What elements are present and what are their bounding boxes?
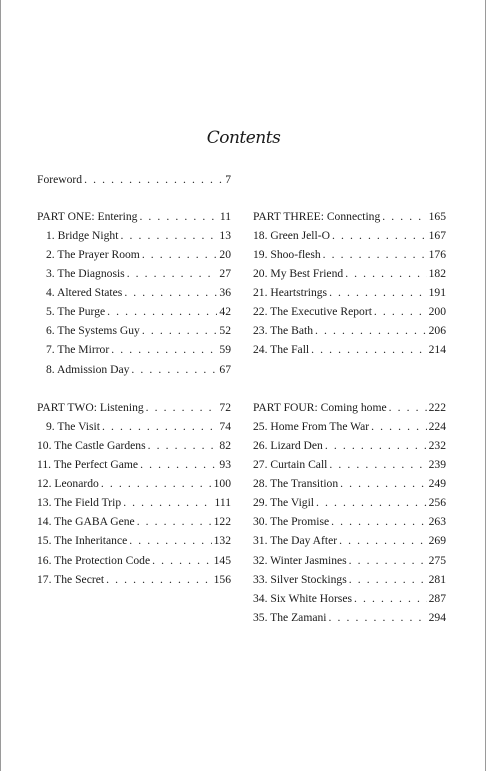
toc-entry[interactable] [253, 226, 446, 245]
part-two-section [37, 398, 231, 589]
toc-entry[interactable] [253, 283, 446, 302]
toc-entry-label: 3. The Diagnosis [46, 267, 125, 281]
dot-leader [382, 207, 426, 226]
toc-entry-label: 9. The Visit [46, 420, 100, 434]
toc-part-heading[interactable] [253, 398, 446, 417]
dot-leader [131, 360, 217, 379]
toc-entry[interactable] [37, 570, 231, 589]
toc-entry-label: 28. The Transition [253, 477, 339, 491]
toc-entry[interactable] [37, 493, 231, 512]
dot-leader [142, 245, 218, 264]
toc-entry[interactable] [37, 417, 231, 436]
toc-entry-label: 1. Bridge Night [46, 229, 119, 243]
toc-entry-label: 16. The Protection Code [37, 553, 151, 567]
toc-entry-page: 263 [428, 515, 446, 529]
toc-entry[interactable] [253, 474, 446, 493]
dot-leader [148, 436, 218, 455]
dot-leader [329, 455, 426, 474]
part-four-section [253, 398, 446, 627]
toc-entry[interactable] [253, 417, 446, 436]
toc-entry-page: 93 [219, 458, 231, 472]
toc-entry[interactable] [253, 245, 446, 264]
toc-entry-label: 26. Lizard Den [253, 439, 323, 453]
toc-entry-page: 239 [428, 458, 446, 472]
toc-entry-label: 23. The Bath [253, 324, 314, 338]
dot-leader [111, 340, 217, 359]
toc-entry[interactable] [37, 551, 231, 570]
toc-entry-page: 122 [213, 515, 231, 529]
toc-entry-label: 21. Heartstrings [253, 286, 328, 300]
toc-entry[interactable] [253, 340, 446, 359]
toc-part-label: PART THREE: Connecting [253, 210, 381, 223]
toc-entry-label: 18. Green Jell-O [253, 229, 330, 243]
dot-leader [349, 570, 427, 589]
toc-entry-page: 287 [428, 591, 446, 605]
toc-part-page: 165 [428, 210, 446, 223]
toc-entry-label: 11. The Perfect Game [37, 458, 139, 472]
toc-entry-page: 13 [219, 229, 231, 243]
dot-leader [139, 207, 217, 226]
toc-entry[interactable] [253, 512, 446, 531]
toc-entry[interactable] [253, 570, 446, 589]
toc-entry[interactable] [37, 512, 231, 531]
toc-entry-label: 14. The GABA Gene [37, 515, 135, 529]
toc-entry[interactable] [37, 436, 231, 455]
dot-leader [142, 321, 218, 340]
dot-leader [102, 417, 217, 436]
dot-leader [340, 474, 426, 493]
dot-leader [84, 170, 223, 189]
toc-entry[interactable] [253, 493, 446, 512]
dot-leader [349, 551, 427, 570]
toc-entry-page: 269 [428, 534, 446, 548]
dot-leader [107, 302, 217, 321]
toc-entry[interactable] [253, 551, 446, 570]
dot-leader [315, 321, 427, 340]
dot-leader [329, 283, 427, 302]
toc-entry-label: 4. Altered States [46, 286, 123, 300]
dot-leader [129, 531, 211, 550]
dot-leader [316, 493, 427, 512]
toc-entry-page: 7 [225, 173, 231, 186]
toc-entry-label: Foreword [37, 173, 83, 186]
toc-entry-page: 111 [214, 496, 231, 510]
toc-entry-label: 22. The Executive Report [253, 305, 372, 319]
toc-entry[interactable] [37, 283, 231, 302]
toc-entry-page: 82 [219, 439, 231, 453]
toc-part-label: PART TWO: Listening [37, 401, 144, 414]
toc-entry[interactable] [37, 360, 231, 379]
toc-entry-page: 132 [213, 534, 231, 548]
toc-part-page: 222 [428, 401, 446, 414]
toc-entry[interactable] [37, 264, 231, 283]
toc-entry-page: 156 [213, 572, 231, 586]
toc-entry-label: 15. The Inheritance [37, 534, 128, 548]
dot-leader [332, 226, 427, 245]
dot-leader [106, 570, 212, 589]
dot-leader [354, 589, 427, 608]
toc-entry[interactable] [37, 455, 231, 474]
toc-entry-label: 35. The Zamani [253, 610, 327, 624]
dot-leader [325, 436, 427, 455]
dot-leader [389, 398, 427, 417]
toc-entry[interactable] [37, 302, 231, 321]
toc-entry-label: 24. The Fall [253, 343, 310, 357]
toc-entry-page: 206 [428, 324, 446, 338]
toc-entry-label: 32. Winter Jasmines [253, 553, 347, 567]
toc-part-heading[interactable] [253, 207, 446, 226]
dot-leader [374, 302, 427, 321]
toc-entry[interactable] [253, 608, 446, 627]
foreword-section [37, 170, 231, 189]
toc-entry-page: 20 [219, 248, 231, 262]
dot-leader [120, 226, 217, 245]
toc-entry-label: 33. Silver Stockings [253, 572, 347, 586]
dot-leader [124, 283, 217, 302]
toc-entry-page: 100 [213, 477, 231, 491]
toc-entry-page: 74 [219, 420, 231, 434]
toc-entry-page: 275 [428, 553, 446, 567]
toc-entry-label: 10. The Castle Gardens [37, 439, 146, 453]
toc-entry-page: 36 [219, 286, 231, 300]
toc-entry-page: 249 [428, 477, 446, 491]
toc-entry-label: 34. Six White Horses [253, 591, 352, 605]
toc-part-page: 72 [219, 401, 231, 414]
toc-entry[interactable] [37, 474, 231, 493]
toc-entry-label: 8. Admission Day [46, 362, 130, 376]
toc-entry[interactable] [253, 531, 446, 550]
toc-entry-label: 20. My Best Friend [253, 267, 344, 281]
toc-part-label: PART ONE: Entering [37, 210, 138, 223]
dot-leader [146, 398, 218, 417]
toc-entry-label: 29. The Vigil [253, 496, 315, 510]
toc-entry-page: 224 [428, 420, 446, 434]
toc-entry-page: 200 [428, 305, 446, 319]
toc-entry-label: 19. Shoo-flesh [253, 248, 321, 262]
dot-leader [311, 340, 426, 359]
toc-entry-page: 256 [428, 496, 446, 510]
toc-entry-page: 167 [428, 229, 446, 243]
toc-entry-page: 59 [219, 343, 231, 357]
toc-entry-page: 191 [428, 286, 446, 300]
toc-entry-label: 13. The Field Trip [37, 496, 122, 510]
dot-leader [329, 608, 427, 627]
toc-entry[interactable] [253, 436, 446, 455]
toc-entry-label: 12. Leonardo [37, 477, 99, 491]
dot-leader [331, 512, 427, 531]
toc-entry-foreword[interactable] [37, 170, 231, 189]
toc-entry[interactable] [253, 302, 446, 321]
toc-entry[interactable] [253, 321, 446, 340]
toc-entry-label: 25. Home From The War [253, 420, 370, 434]
dot-leader [152, 551, 211, 570]
toc-entry-page: 176 [428, 248, 446, 262]
toc-entry[interactable] [253, 455, 446, 474]
dot-leader [137, 512, 212, 531]
toc-entry-page: 52 [219, 324, 231, 338]
toc-entry-page: 145 [213, 553, 231, 567]
dot-leader [123, 493, 212, 512]
toc-entry[interactable] [253, 589, 446, 608]
dot-leader [371, 417, 426, 436]
toc-entry-label: 5. The Purge [46, 305, 106, 319]
toc-entry[interactable] [37, 226, 231, 245]
dot-leader [339, 531, 426, 550]
toc-entry-label: 27. Curtain Call [253, 458, 328, 472]
toc-entry-page: 67 [219, 362, 231, 376]
toc-entry-page: 294 [428, 610, 446, 624]
dot-leader [127, 264, 218, 283]
toc-entry[interactable] [37, 531, 231, 550]
dot-leader [323, 245, 427, 264]
toc-entry-page: 214 [428, 343, 446, 357]
toc-entry-label: 6. The Systems Guy [46, 324, 140, 338]
dot-leader [345, 264, 426, 283]
toc-part-label: PART FOUR: Coming home [253, 401, 387, 414]
toc-entry-label: 7. The Mirror [46, 343, 110, 357]
toc-entry-page: 42 [219, 305, 231, 319]
part-three-section [253, 207, 446, 360]
toc-entry-label: 17. The Secret [37, 572, 105, 586]
dot-leader [140, 455, 217, 474]
toc-entry[interactable] [253, 264, 446, 283]
toc-entry[interactable] [37, 245, 231, 264]
toc-entry[interactable] [37, 321, 231, 340]
toc-entry-label: 2. The Prayer Room [46, 248, 140, 262]
toc-entry-page: 27 [219, 267, 231, 281]
page-title: Contents [206, 128, 281, 148]
toc-entry-label: 30. The Promise [253, 515, 330, 529]
toc-entry-label: 31. The Day After [253, 534, 338, 548]
toc-entry-page: 182 [428, 267, 446, 281]
toc-part-heading[interactable] [37, 207, 231, 226]
toc-part-heading[interactable] [37, 398, 231, 417]
toc-part-page: 11 [219, 210, 231, 223]
toc-entry-page: 281 [428, 572, 446, 586]
part-one-section [37, 207, 231, 379]
dot-leader [101, 474, 212, 493]
toc-entry-page: 232 [428, 439, 446, 453]
toc-entry[interactable] [37, 340, 231, 359]
